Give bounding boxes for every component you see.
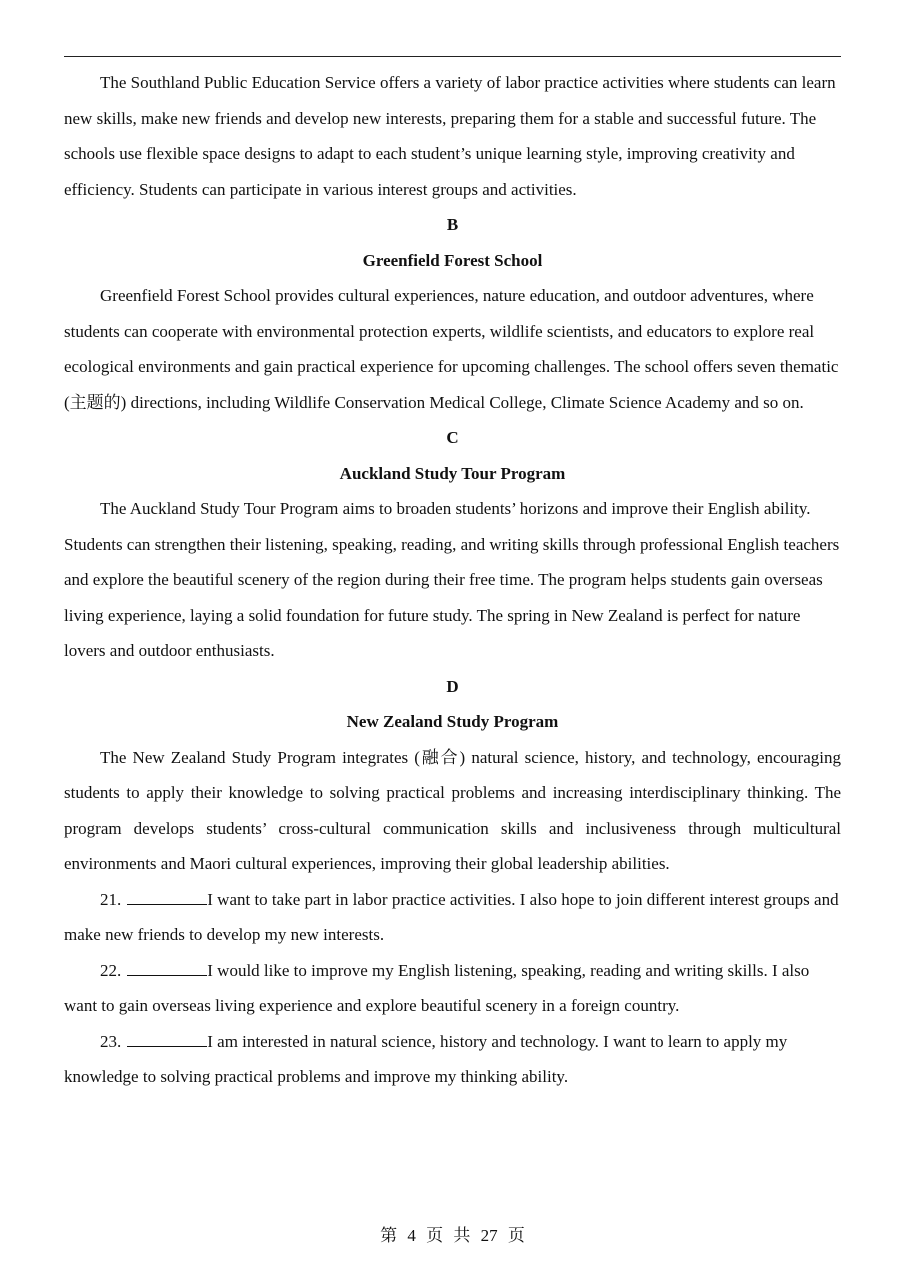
- section-c-title: Auckland Study Tour Program: [339, 463, 566, 483]
- page-footer: 第 4 页 共 27 页: [380, 1226, 525, 1245]
- section-b-letter: B: [446, 215, 459, 234]
- question-21: [64, 882, 841, 953]
- question-21-text: I want to take part in labor practice activities. I also hope to join different interest groups and make new friends to develop my new interests.: [64, 889, 839, 944]
- header-rule: [64, 56, 841, 57]
- question-22-text: I would like to improve my English listening, speaking, reading and writing skills. I also want to gain overseas living experience and explore beautiful scenery in a foreign country.: [64, 960, 810, 1015]
- section-d-title: New Zealand Study Program: [346, 712, 559, 731]
- question-23: [64, 1024, 841, 1095]
- question-22-number: 22.: [100, 960, 122, 980]
- question-22-answer-blank[interactable]: [127, 958, 207, 976]
- section-c-body: The Auckland Study Tour Program aims to broaden students’ horizons and improve their English ability. Students can strengthen their listening, speaking, reading, and writing skills through professional English teachers and explore the beautiful scenery of the region during their free time. The program helps students gain overseas living experience, laying a solid foundation for future study. The spring in New Zealand is perfect for nature lovers and outdoor enthusiasts.: [64, 499, 840, 660]
- document-body: [64, 65, 841, 1095]
- section-b-title: Greenfield Forest School: [362, 250, 543, 270]
- section-b-body: Greenfield Forest School provides cultural experiences, nature education, and outdoor adventures, where students can cooperate with environmental protection experts, wildlife scientists, and educators to explore real ecological environments and gain practical experience for upcoming challenges. The school offers seven thematic (主题的) directions, including Wildlife Conservation Medical College, Climate Science Academy and so on.: [64, 286, 839, 412]
- section-d-letter: D: [446, 676, 459, 696]
- question-22: [64, 953, 841, 1024]
- question-23-answer-blank[interactable]: [127, 1029, 207, 1047]
- question-21-number: 21.: [100, 889, 122, 909]
- section-d-body: The New Zealand Study Program integrates (融合) natural science, history, and technology, encouraging students to apply their knowledge to solving practical problems and increasing interdisciplinary thinking. The program develops students’ cross-cultural communication skills and inclusiveness through multicultural environments and Maori cultural experiences, improving their global leadership abilities.: [64, 747, 841, 873]
- question-23-number: 23.: [100, 1031, 122, 1051]
- question-23-text: I am interested in natural science, history and technology. I want to learn to apply my knowledge to solving practical problems and improve my thinking ability.: [64, 1031, 788, 1086]
- section-c-letter: C: [446, 428, 459, 447]
- intro-paragraph: The Southland Public Education Service offers a variety of labor practice activities where students can learn new skills, make new friends and develop new interests, preparing them for a stable and successful future. The schools use flexible space designs to adapt to each student’s unique learning style, improving creativity and efficiency. Students can participate in various interest groups and activities.: [64, 73, 836, 199]
- question-21-answer-blank[interactable]: [127, 887, 207, 905]
